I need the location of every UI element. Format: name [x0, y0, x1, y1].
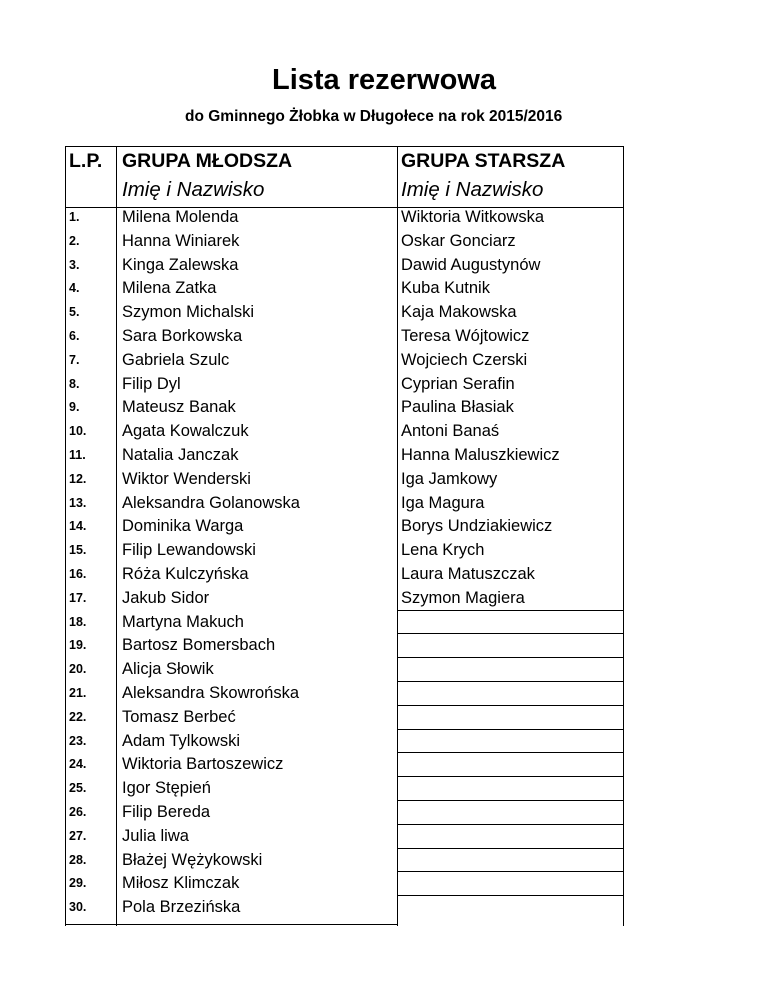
column-divider-lp [116, 146, 117, 926]
row-number: 10. [69, 424, 87, 439]
row-number: 24. [69, 757, 87, 772]
older-group-name: Szymon Magiera [401, 588, 525, 607]
table-right-border [623, 146, 624, 926]
older-group-name: Cyprian Serafin [401, 374, 515, 393]
row-number: 8. [69, 376, 80, 391]
row-number: 23. [69, 733, 87, 748]
row-number: 20. [69, 662, 87, 677]
older-group-name: Iga Jamkowy [401, 469, 498, 488]
younger-name-subheader: Imię i Nazwisko [122, 178, 265, 201]
row-number: 3. [69, 257, 80, 272]
younger-group-name: Aleksandra Golanowska [122, 493, 300, 512]
younger-group-name: Hanna Winiarek [122, 231, 240, 250]
younger-group-name: Agata Kowalczuk [122, 422, 249, 441]
younger-group-name: Natalia Janczak [122, 446, 239, 464]
row-number: 2. [69, 233, 80, 248]
older-group-name: Borys Undziakiewicz [401, 517, 553, 536]
row-number: 4. [69, 281, 80, 296]
younger-group-name: Szymon Michalski [122, 303, 255, 322]
document-title: Lista rezerwowa [271, 64, 497, 96]
older-group-name: Kaja Makowska [401, 303, 517, 322]
empty-row-divider [397, 610, 624, 611]
younger-group-name: Kinga Zalewska [122, 255, 239, 274]
empty-row-divider [397, 752, 624, 753]
older-group-name: Wiktoria Witkowska [401, 208, 545, 226]
row-number: 5. [69, 305, 80, 320]
younger-group-name: Igor Stępień [122, 779, 211, 798]
row-number: 16. [69, 567, 87, 581]
row-number: 28. [69, 852, 87, 867]
younger-group-name: Milena Zatka [122, 279, 217, 298]
row-number: 30. [69, 900, 87, 915]
older-group-name: Dawid Augustynów [401, 255, 541, 274]
younger-group-name: Błażej Wężykowski [122, 850, 263, 869]
younger-group-name: Wiktoria Bartoszewicz [122, 755, 284, 774]
younger-group-name: Pola Brzezińska [122, 898, 241, 917]
row-number: 19. [69, 638, 87, 653]
older-group-name: Laura Matuszczak [401, 565, 535, 583]
empty-row-divider [397, 871, 624, 872]
row-number: 14. [69, 519, 87, 534]
table-bottom-border [65, 924, 398, 925]
row-number: 9. [69, 400, 80, 415]
younger-group-name: Bartosz Bomersbach [122, 636, 276, 655]
older-group-name: Oskar Gonciarz [401, 231, 516, 250]
older-group-name: Paulina Błasiak [401, 398, 514, 417]
younger-group-name: Adam Tylkowski [122, 731, 240, 750]
row-number: 27. [69, 828, 87, 843]
older-group-name: Teresa Wójtowicz [401, 327, 530, 345]
row-number: 15. [69, 543, 87, 558]
row-number: 12. [69, 471, 87, 486]
empty-row-divider [397, 681, 624, 682]
row-number: 1. [69, 210, 80, 224]
younger-group-name: Róża Kulczyńska [122, 565, 249, 583]
older-group-name: Wojciech Czerski [401, 350, 528, 369]
document-subtitle: do Gminnego Żłobka w Długołece na rok 2015/2016 [185, 108, 563, 125]
older-group-name: Iga Magura [401, 493, 485, 512]
row-number: 13. [69, 495, 87, 510]
row-number: 26. [69, 805, 87, 819]
empty-row-divider [397, 824, 624, 825]
younger-group-header: GRUPA MŁODSZA [122, 150, 293, 172]
younger-group-name: Milena Molenda [122, 208, 239, 226]
younger-group-name: Mateusz Banak [122, 398, 236, 417]
row-number: 18. [69, 614, 87, 629]
younger-group-name: Gabriela Szulc [122, 350, 230, 369]
table-left-border [65, 146, 66, 926]
older-group-name: Lena Krych [401, 541, 485, 560]
younger-group-name: Tomasz Berbeć [122, 707, 236, 726]
older-group-name: Kuba Kutnik [401, 279, 490, 298]
younger-group-name: Filip Dyl [122, 374, 181, 393]
older-group-header: GRUPA STARSZA [401, 150, 566, 172]
empty-row-divider [397, 895, 624, 896]
row-number: 11. [69, 448, 86, 462]
younger-group-name: Wiktor Wenderski [122, 469, 251, 488]
empty-row-divider [397, 729, 624, 730]
older-name-subheader: Imię i Nazwisko [401, 178, 544, 201]
empty-row-divider [397, 705, 624, 706]
empty-row-divider [397, 848, 624, 849]
younger-group-name: Jakub Sidor [122, 588, 210, 607]
row-number: 29. [69, 876, 87, 891]
lp-header: L.P. [69, 150, 103, 172]
row-number: 25. [69, 781, 87, 796]
younger-group-name: Alicja Słowik [122, 660, 214, 679]
empty-row-divider [397, 633, 624, 634]
younger-group-name: Julia liwa [122, 826, 189, 845]
empty-row-divider [397, 776, 624, 777]
younger-group-name: Dominika Warga [122, 517, 244, 536]
reserve-list-table [65, 146, 624, 926]
column-divider-groups [397, 146, 398, 926]
older-group-name: Antoni Banaś [401, 422, 500, 441]
row-number: 22. [69, 709, 87, 724]
row-number: 7. [69, 352, 80, 367]
row-number: 6. [69, 329, 80, 343]
empty-row-divider [397, 800, 624, 801]
younger-group-name: Miłosz Klimczak [122, 874, 240, 893]
empty-row-divider [397, 657, 624, 658]
younger-group-name: Martyna Makuch [122, 612, 244, 631]
younger-group-name: Aleksandra Skowrońska [122, 684, 300, 702]
younger-group-name: Filip Lewandowski [122, 541, 256, 560]
younger-group-name: Sara Borkowska [122, 327, 243, 345]
row-number: 21. [69, 686, 87, 700]
older-group-name: Hanna Maluszkiewicz [401, 446, 560, 464]
row-number: 17. [69, 590, 87, 605]
younger-group-name: Filip Bereda [122, 803, 211, 821]
